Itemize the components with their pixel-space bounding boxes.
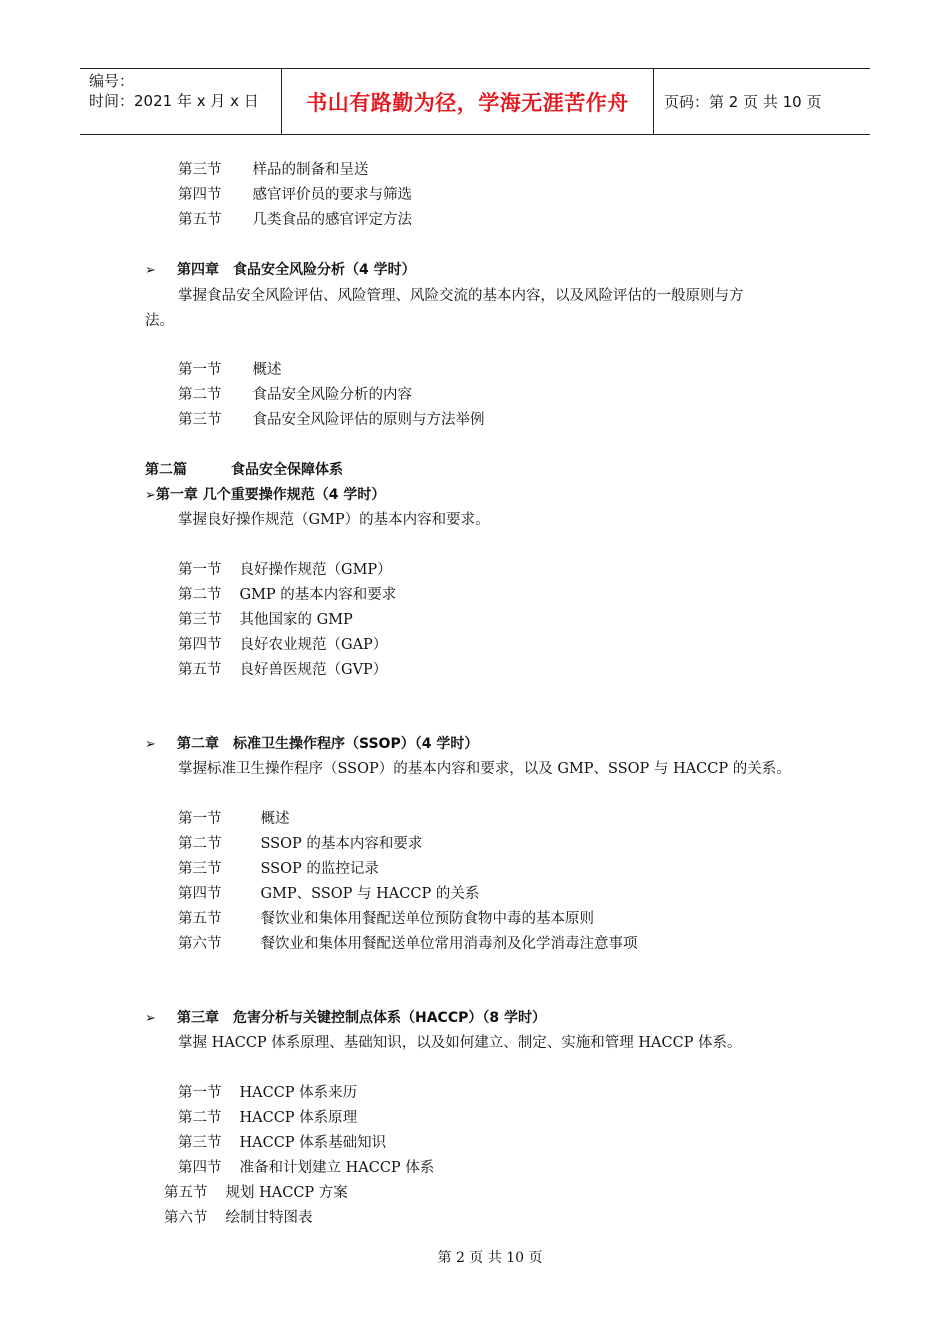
section-number: 第二节	[178, 387, 222, 403]
section-number: 第二节	[178, 1110, 222, 1126]
header-meta	[80, 69, 282, 134]
chapter-title: 第四章 食品安全风险分析（4 学时）	[177, 262, 416, 278]
section-title: 规划 HACCP 方案	[225, 1185, 348, 1201]
chapter-title: 第三章 危害分析与关键控制点体系（HACCP）（8 学时）	[177, 1010, 546, 1026]
section-number: 第三节	[178, 612, 222, 628]
section-line	[178, 210, 412, 230]
section-number: 第三节	[178, 162, 222, 178]
section-line	[178, 185, 412, 205]
page-header	[80, 68, 870, 135]
chapter-description: 掌握食品安全风险评估、风险管理、风险交流的基本内容，以及风险评估的一般原则与方	[178, 288, 744, 304]
section-number: 第四节	[178, 1160, 222, 1176]
section-line	[178, 1108, 357, 1128]
number-label: 编号：	[89, 72, 135, 90]
section-title: 餐饮业和集体用餐配送单位常用消毒剂及化学消毒注意事项	[260, 936, 638, 952]
section-line	[178, 809, 290, 829]
section-title: 几类食品的感官评定方法	[252, 212, 412, 228]
arrow-icon: ➢	[145, 737, 156, 752]
section-line	[178, 1083, 357, 1103]
chapter-description: 掌握 HACCP 体系原理、基础知识，以及如何建立、制定、实施和管理 HACCP 体系。	[178, 1035, 742, 1051]
section-title: 食品安全风险评估的原则与方法举例	[252, 412, 485, 428]
chapter-heading	[145, 1008, 546, 1029]
section-title: 良好操作规范（GMP）	[239, 562, 392, 578]
section-title: SSOP 的基本内容和要求	[260, 836, 423, 852]
section-line	[178, 360, 282, 380]
section-title: GMP 的基本内容和要求	[239, 587, 397, 603]
section-title: GMP、SSOP 与 HACCP 的关系	[260, 886, 480, 902]
date-label: 时间：2021 年 x 月 x 日	[89, 92, 259, 110]
section-number: 第一节	[178, 362, 222, 378]
section-number: 第五节	[164, 1185, 208, 1201]
motto-text: 书山有路勤为径，学海无涯苦作舟	[306, 90, 629, 115]
section-line	[178, 1158, 434, 1178]
section-number: 第六节	[164, 1210, 208, 1226]
arrow-icon: ➢	[145, 488, 156, 503]
section-number: 第二节	[178, 587, 222, 603]
section-line	[178, 1133, 386, 1153]
section-title: 其他国家的 GMP	[239, 612, 353, 628]
section-number: 第五节	[178, 662, 222, 678]
section-line	[178, 560, 392, 580]
section-title: 样品的制备和呈送	[252, 162, 369, 178]
section-number: 第四节	[178, 886, 222, 902]
part-label: 第二篇	[145, 462, 187, 478]
section-title: HACCP 体系来历	[239, 1085, 358, 1101]
section-number: 第二节	[178, 836, 222, 852]
section-line	[178, 884, 479, 904]
header-motto	[282, 69, 654, 134]
section-number: 第四节	[178, 187, 222, 203]
arrow-icon: ➢	[145, 1011, 156, 1026]
section-line	[178, 160, 369, 180]
section-number: 第四节	[178, 637, 222, 653]
section-title: HACCP 体系原理	[239, 1110, 358, 1126]
chapter-title: 第二章 标准卫生操作程序（SSOP）（4 学时）	[177, 736, 479, 752]
section-number: 第五节	[178, 911, 222, 927]
section-number: 第一节	[178, 562, 222, 578]
chapter-title: 第一章 几个重要操作规范（4 学时）	[155, 487, 386, 503]
section-title: HACCP 体系基础知识	[239, 1135, 387, 1151]
section-line	[178, 834, 422, 854]
section-line	[178, 635, 387, 655]
section-line	[178, 934, 638, 954]
section-line	[164, 1183, 348, 1203]
section-line	[178, 909, 594, 929]
part-title: 食品安全保障体系	[231, 462, 343, 478]
chapter-description: 掌握良好操作规范（GMP）的基本内容和要求。	[178, 512, 490, 528]
section-line	[178, 410, 485, 430]
section-number: 第三节	[178, 1135, 222, 1151]
section-line	[178, 660, 387, 680]
section-number: 第六节	[178, 936, 222, 952]
section-title: 概述	[260, 811, 290, 827]
chapter-heading	[145, 485, 385, 506]
section-number: 第一节	[178, 811, 222, 827]
section-title: 良好兽医规范（GVP）	[239, 662, 388, 678]
section-line	[178, 585, 396, 605]
section-number: 第一节	[178, 1085, 222, 1101]
section-title: 准备和计划建立 HACCP 体系	[239, 1160, 435, 1176]
chapter-heading	[145, 734, 478, 755]
chapter-heading	[145, 260, 416, 281]
section-title: 食品安全风险分析的内容	[252, 387, 412, 403]
section-line	[178, 859, 379, 879]
section-line	[164, 1208, 313, 1228]
chapter-description: 掌握标准卫生操作程序（SSOP）的基本内容和要求，以及 GMP、SSOP 与 HACCP 的关系。	[178, 761, 791, 777]
arrow-icon: ➢	[145, 263, 156, 278]
section-number: 第三节	[178, 412, 222, 428]
section-number: 第五节	[178, 212, 222, 228]
section-title: 感官评价员的要求与筛选	[252, 187, 412, 203]
page-footer: 第 2 页 共 10 页	[437, 1250, 543, 1266]
section-line	[178, 385, 412, 405]
page-info-text: 页码：第 2 页 共 10 页	[664, 93, 822, 111]
section-title: 绘制甘特图表	[225, 1210, 313, 1226]
section-title: 餐饮业和集体用餐配送单位预防食物中毒的基本原则	[260, 911, 594, 927]
section-title: SSOP 的监控记录	[260, 861, 379, 877]
section-title: 概述	[252, 362, 282, 378]
chapter-description-cont: 法。	[145, 313, 174, 329]
header-page-info	[654, 69, 870, 134]
section-title: 良好农业规范（GAP）	[239, 637, 388, 653]
part-heading	[145, 460, 343, 480]
section-number: 第三节	[178, 861, 222, 877]
section-line	[178, 610, 353, 630]
